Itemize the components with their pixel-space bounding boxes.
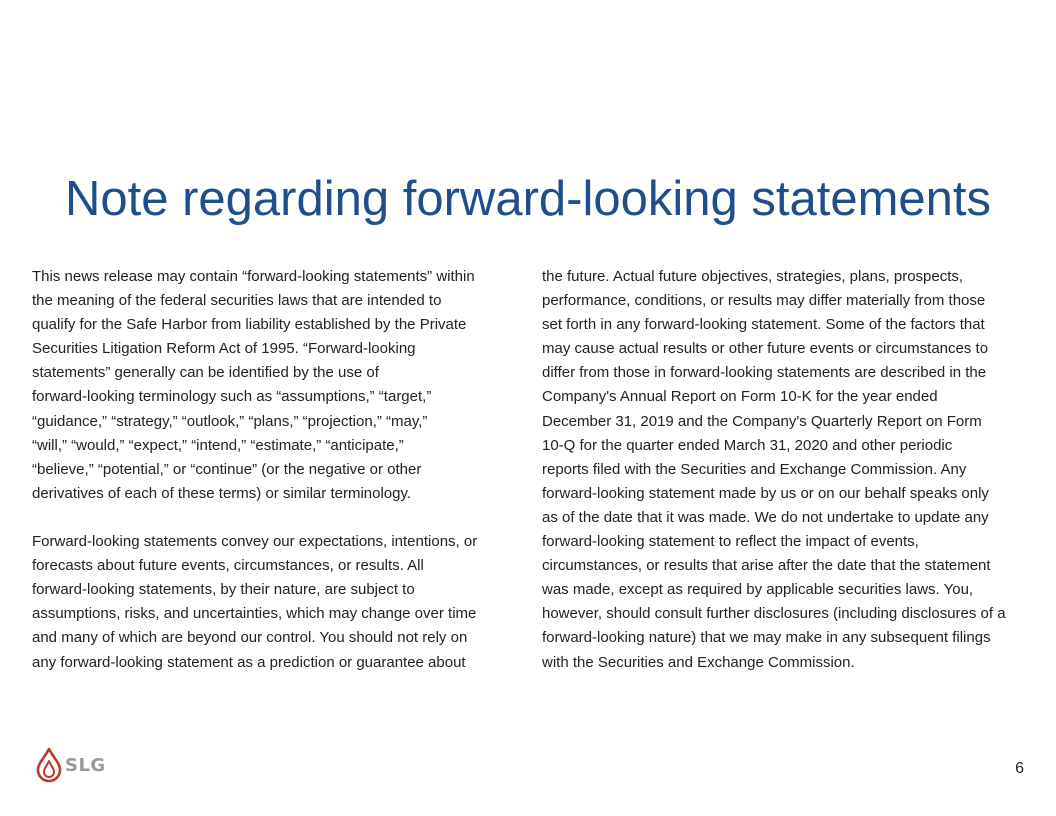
text-line: Securities Litigation Reform Act of 1995. “Forward-looking bbox=[32, 340, 416, 358]
text-line: with the Securities and Exchange Commission. bbox=[542, 653, 855, 671]
text-line: Forward-looking statements convey our expectations, intentions, or bbox=[32, 533, 478, 551]
text-line: derivatives of each of these terms) or similar terminology. bbox=[32, 484, 412, 502]
text-line: however, should consult further disclosures (including disclosures of a bbox=[542, 605, 1006, 623]
text-line: 10-Q for the quarter ended March 31, 2020 and other periodic bbox=[542, 436, 953, 454]
text-line: as of the date that it was made. We do not undertake to update any bbox=[542, 508, 989, 526]
right-column bbox=[542, 265, 1042, 675]
text-line: forward-looking terminology such as “assumptions,” “target,” bbox=[32, 388, 432, 406]
logo-text: SLG bbox=[65, 754, 106, 776]
company-logo bbox=[36, 745, 106, 785]
text-line: forward-looking statement made by us or on our behalf speaks only bbox=[542, 484, 989, 502]
paragraph-expectations bbox=[32, 530, 522, 675]
text-line: assumptions, risks, and uncertainties, which may change over time bbox=[32, 605, 477, 623]
flame-drop-icon bbox=[36, 747, 62, 783]
text-line: December 31, 2019 and the Company's Quarterly Report on Form bbox=[542, 412, 982, 430]
text-line: reports filed with the Securities and Exchange Commission. Any bbox=[542, 460, 967, 478]
text-line: This news release may contain “forward-looking statements” within bbox=[32, 268, 475, 285]
left-column bbox=[32, 265, 522, 675]
text-line: forward-looking statements, by their nature, are subject to bbox=[32, 581, 415, 599]
text-line: Company's Annual Report on Form 10-K for the year ended bbox=[542, 388, 938, 406]
text-line: “will,” “would,” “expect,” “intend,” “estimate,” “anticipate,” bbox=[32, 436, 404, 454]
page-number: 6 bbox=[1015, 760, 1024, 777]
paragraph-spacer bbox=[32, 506, 522, 530]
text-line: qualify for the Safe Harbor from liability established by the Private bbox=[32, 316, 467, 334]
text-line: forward-looking statement to reflect the impact of events, bbox=[542, 533, 919, 551]
text-line: differ from those in forward-looking statements are described in the bbox=[542, 364, 987, 382]
text-line: any forward-looking statement as a prediction or guarantee about bbox=[32, 653, 466, 671]
text-line: the future. Actual future objectives, strategies, plans, prospects, bbox=[542, 268, 964, 285]
text-line: set forth in any forward-looking statement. Some of the factors that bbox=[542, 316, 985, 334]
paragraph-safe-harbor bbox=[32, 265, 522, 506]
text-line: forecasts about future events, circumstances, or results. All bbox=[32, 557, 424, 575]
slide-title: Note regarding forward-looking statements bbox=[64, 172, 992, 226]
text-line: performance, conditions, or results may differ materially from those bbox=[542, 292, 986, 310]
text-line: was made, except as required by applicable securities laws. You, bbox=[542, 581, 974, 599]
text-line: circumstances, or results that arise after the date that the statement bbox=[542, 557, 991, 575]
text-line: statements” generally can be identified by the use of bbox=[32, 364, 379, 382]
text-line: “believe,” “potential,” or “continue” (or the negative or other bbox=[32, 460, 422, 478]
text-line: the meaning of the federal securities laws that are intended to bbox=[32, 292, 442, 310]
text-line: may cause actual results or other future events or circumstances to bbox=[542, 340, 989, 358]
text-line: forward-looking nature) that we may make in any subsequent filings bbox=[542, 629, 991, 647]
text-line: and many of which are beyond our control. You should not rely on bbox=[32, 629, 468, 647]
text-line: “guidance,” “strategy,” “outlook,” “plans,” “projection,” “may,” bbox=[32, 412, 428, 430]
